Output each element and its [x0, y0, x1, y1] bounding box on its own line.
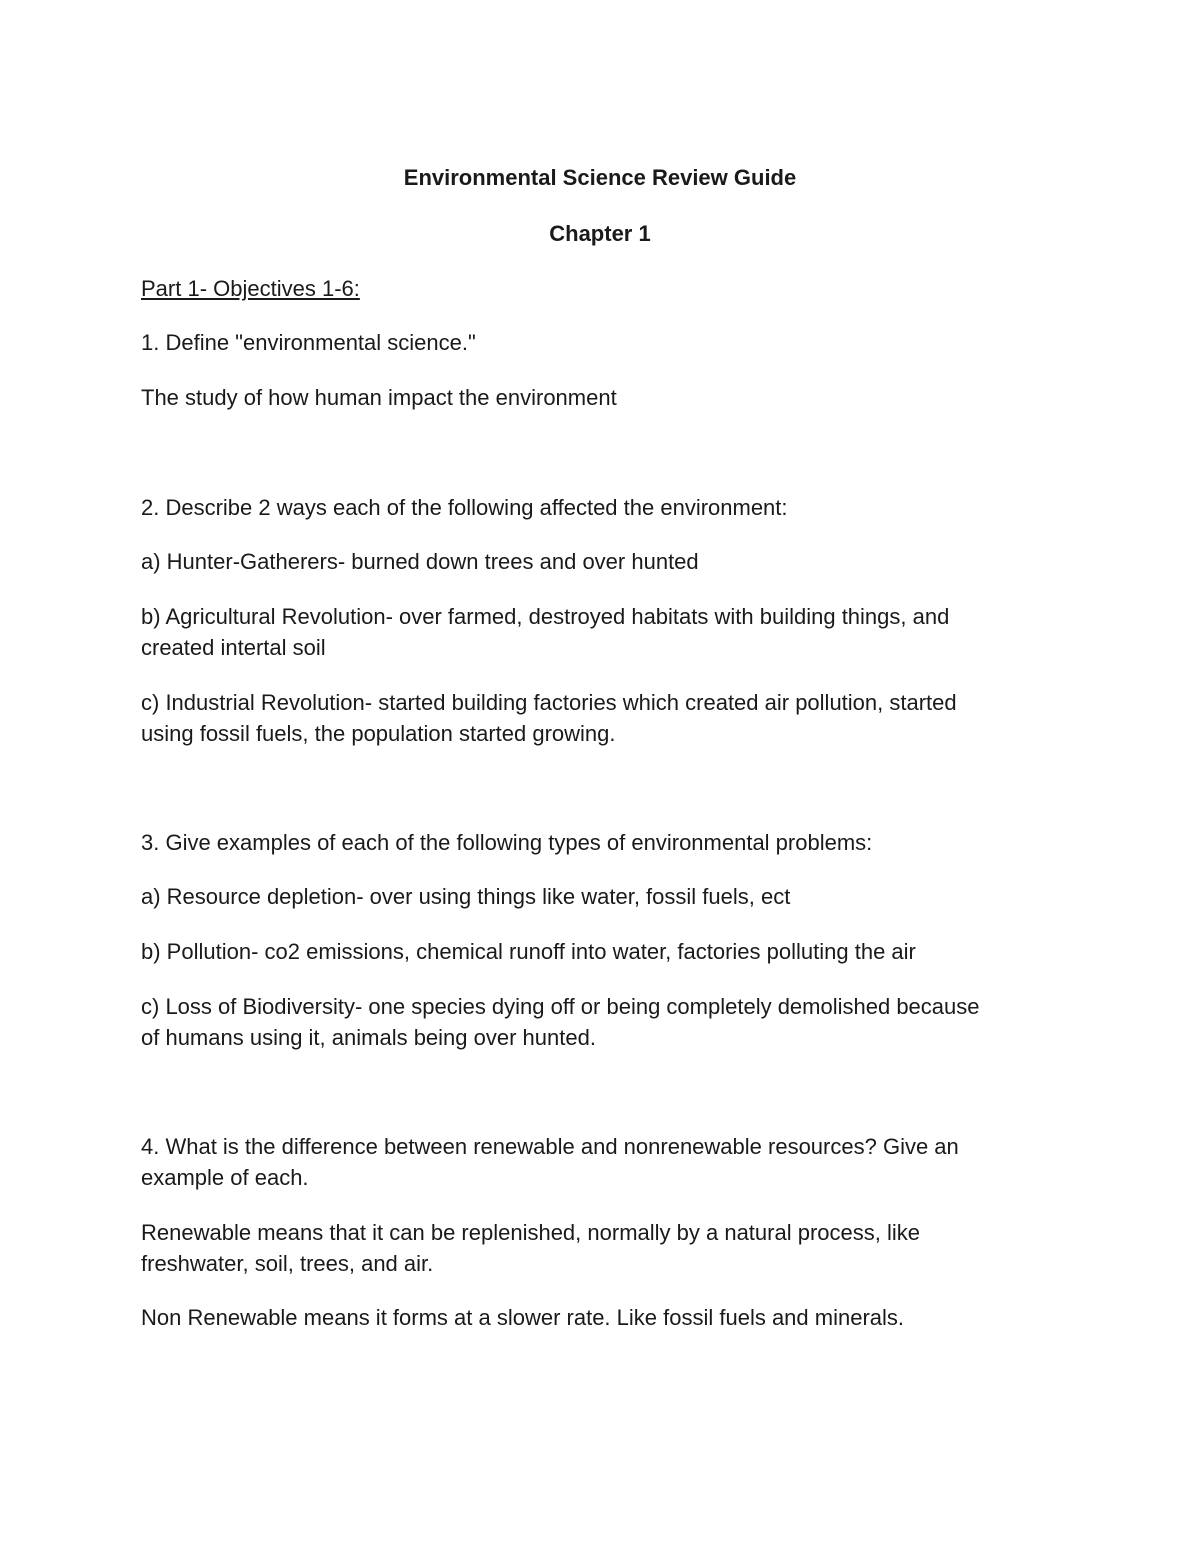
answer-2b-line1: b) Agricultural Revolution- over farmed, destroyed habitats with building things, and [141, 604, 950, 629]
question-3: 3. Give examples of each of the following types of environmental problems: [141, 830, 873, 855]
answer-3c-line2: of humans using it, animals being over hunted. [141, 1025, 596, 1050]
answer-4-renewable-line2: freshwater, soil, trees, and air. [141, 1251, 434, 1276]
answer-4-nonrenewable: Non Renewable means it forms at a slower rate. Like fossil fuels and minerals. [141, 1305, 905, 1330]
answer-2b-line2: created intertal soil [141, 635, 326, 660]
answer-4-renewable-line1: Renewable means that it can be replenished, normally by a natural process, like [141, 1220, 920, 1245]
chapter-heading: Chapter 1 [549, 221, 651, 246]
answer-3b: b) Pollution- co2 emissions, chemical runoff into water, factories polluting the air [141, 939, 916, 964]
question-2: 2. Describe 2 ways each of the following affected the environment: [141, 495, 788, 520]
answer-3c-line1: c) Loss of Biodiversity- one species dying off or being completely demolished because [141, 994, 980, 1019]
question-1: 1. Define "environmental science." [141, 330, 476, 355]
answer-2c-line2: using fossil fuels, the population started growing. [141, 721, 616, 746]
question-4-line2: example of each. [141, 1165, 309, 1190]
part-heading: Part 1- Objectives 1-6: [141, 276, 360, 301]
document-title: Environmental Science Review Guide [403, 165, 797, 190]
answer-3a: a) Resource depletion- over using things like water, fossil fuels, ect [141, 884, 791, 909]
answer-1: The study of how human impact the environment [141, 385, 617, 410]
answer-2a: a) Hunter-Gatherers- burned down trees and over hunted [141, 549, 699, 574]
answer-2c-line1: c) Industrial Revolution- started building factories which created air pollution, started [141, 690, 957, 715]
question-4-line1: 4. What is the difference between renewable and nonrenewable resources? Give an [141, 1134, 959, 1159]
